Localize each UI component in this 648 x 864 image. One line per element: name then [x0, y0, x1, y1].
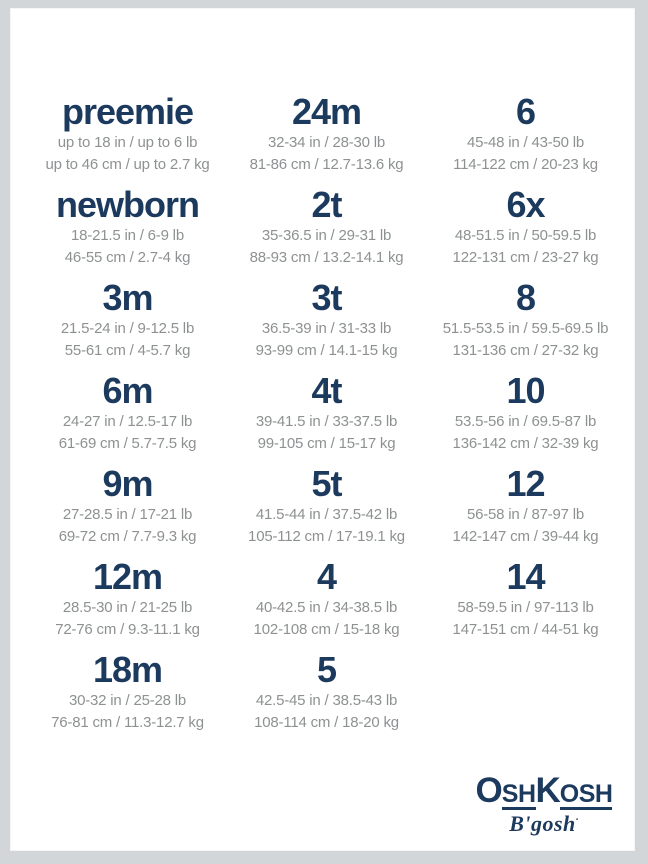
size-entry-4 [227, 557, 426, 650]
size-imperial: 30-32 in / 25-28 lb [68, 692, 187, 710]
size-entry-3t [227, 278, 426, 371]
size-imperial: 48-51.5 in / 50-59.5 lb [454, 227, 597, 245]
size-label: 10 [506, 370, 545, 411]
size-metric: 136-142 cm / 32-39 kg [452, 434, 599, 452]
size-label: 6 [515, 91, 536, 132]
size-metric: 99-105 cm / 15-17 kg [257, 434, 396, 452]
size-label: preemie [61, 91, 194, 132]
size-entry-6x [426, 185, 625, 278]
size-metric: 108-114 cm / 18-20 kg [254, 713, 399, 731]
size-imperial: 58-59.5 in / 97-113 lb [457, 599, 594, 617]
size-column-toddler [227, 92, 426, 743]
size-metric: 55-61 cm / 4-5.7 kg [64, 341, 191, 359]
brand-letters-osh: OSH [559, 780, 613, 809]
size-entry-4t [227, 371, 426, 464]
size-label: 4t [311, 370, 342, 411]
size-imperial: 21.5-24 in / 9-12.5 lb [60, 320, 195, 338]
size-metric: 81-86 cm / 12.7-13.6 kg [249, 155, 404, 173]
size-entry-5t [227, 464, 426, 557]
size-imperial: 28.5-30 in / 21-25 lb [62, 599, 193, 617]
size-imperial: 18-21.5 in / 6-9 lb [71, 227, 184, 245]
size-imperial: up to 18 in / up to 6 lb [57, 134, 198, 152]
size-chart-card [10, 8, 635, 851]
size-label: 3m [102, 277, 153, 318]
size-metric: 122-131 cm / 23-27 kg [452, 248, 599, 266]
size-entry-6m [28, 371, 227, 464]
brand-letters-sh: SH [501, 780, 536, 809]
size-metric: 105-112 cm / 17-19.1 kg [248, 527, 405, 545]
size-imperial: 53.5-56 in / 69.5-87 lb [454, 413, 597, 431]
size-label: 8 [515, 277, 536, 318]
size-metric: 102-108 cm / 15-18 kg [253, 620, 400, 638]
size-entry-10 [426, 371, 625, 464]
size-metric: 61-69 cm / 5.7-7.5 kg [58, 434, 197, 452]
size-label: 3t [311, 277, 342, 318]
brand-letter-o: O [475, 771, 502, 811]
size-entry-2t [227, 185, 426, 278]
size-entry-3m [28, 278, 227, 371]
size-entry-5 [227, 650, 426, 743]
size-label: 9m [102, 463, 153, 504]
size-metric: 72-76 cm / 9.3-11.1 kg [55, 620, 200, 638]
size-metric: 88-93 cm / 13.2-14.1 kg [249, 248, 404, 266]
size-entry-12m [28, 557, 227, 650]
size-metric: 114-122 cm / 20-23 kg [453, 155, 598, 173]
size-label: 12 [506, 463, 545, 504]
size-column-baby [28, 92, 227, 743]
size-imperial: 51.5-53.5 in / 59.5-69.5 lb [442, 320, 609, 338]
size-metric: 131-136 cm / 27-32 kg [452, 341, 599, 359]
size-imperial: 42.5-45 in / 38.5-43 lb [255, 692, 398, 710]
size-label: 14 [506, 556, 545, 597]
size-column-kid [426, 92, 625, 743]
size-label: 2t [311, 184, 342, 225]
size-entry-9m [28, 464, 227, 557]
size-metric: 142-147 cm / 39-44 kg [452, 527, 599, 545]
size-label: 6x [506, 184, 545, 225]
size-entry-12 [426, 464, 625, 557]
oshkosh-logo [469, 773, 619, 837]
size-imperial: 36.5-39 in / 31-33 lb [261, 320, 392, 338]
size-imperial: 35-36.5 in / 29-31 lb [261, 227, 392, 245]
size-imperial: 27-28.5 in / 17-21 lb [62, 506, 193, 524]
size-label: 12m [92, 556, 163, 597]
size-imperial: 41.5-44 in / 37.5-42 lb [255, 506, 398, 524]
size-label: 24m [291, 91, 362, 132]
size-label: newborn [56, 184, 199, 225]
brand-script-text: B'gosh [509, 811, 576, 836]
size-imperial: 56-58 in / 87-97 lb [466, 506, 585, 524]
size-label: 5t [311, 463, 342, 504]
size-entry-24m [227, 92, 426, 185]
size-label: 6m [102, 370, 153, 411]
size-entry-preemie [28, 92, 227, 185]
size-entry-14 [426, 557, 625, 650]
size-label: 18m [92, 649, 163, 690]
size-metric: 69-72 cm / 7.7-9.3 kg [58, 527, 197, 545]
size-entry-newborn [28, 185, 227, 278]
brand-letter-k: K [535, 771, 560, 811]
size-imperial: 45-48 in / 43-50 lb [466, 134, 585, 152]
size-metric: 147-151 cm / 44-51 kg [452, 620, 599, 638]
size-entry-8 [426, 278, 625, 371]
size-imperial: 24-27 in / 12.5-17 lb [62, 413, 193, 431]
size-metric: 93-99 cm / 14.1-15 kg [255, 341, 398, 359]
size-imperial: 32-34 in / 28-30 lb [267, 134, 386, 152]
trademark-dot: · [575, 814, 579, 826]
size-imperial: 39-41.5 in / 33-37.5 lb [255, 413, 398, 431]
size-label: 5 [316, 649, 337, 690]
size-label: 4 [316, 556, 337, 597]
size-metric: 76-81 cm / 11.3-12.7 kg [51, 713, 204, 731]
brand-script [469, 811, 619, 837]
size-imperial: 40-42.5 in / 34-38.5 lb [255, 599, 398, 617]
size-entry-6 [426, 92, 625, 185]
size-metric: up to 46 cm / up to 2.7 kg [45, 155, 210, 173]
size-chart-grid [10, 8, 635, 743]
size-metric: 46-55 cm / 2.7-4 kg [64, 248, 191, 266]
brand-wordmark [469, 773, 619, 810]
size-entry-18m [28, 650, 227, 743]
